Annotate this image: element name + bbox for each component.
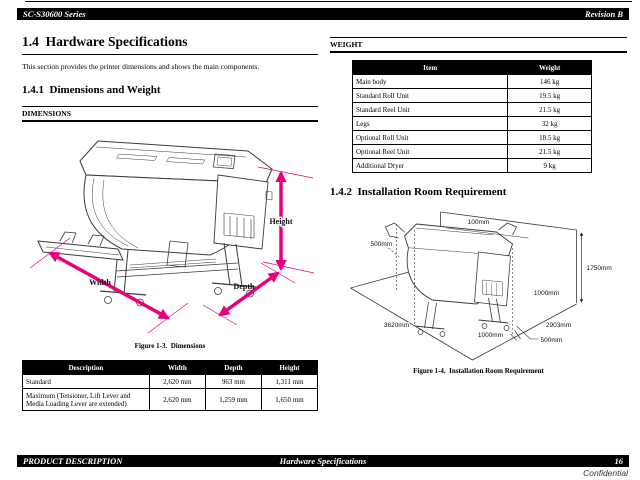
cell-description: Standard	[23, 375, 150, 389]
cell-weight: 21.5 kg	[508, 145, 592, 159]
header-cell-height: Height	[261, 361, 317, 375]
dimensions-block-header: DIMENSIONS	[22, 106, 318, 122]
table-row	[353, 75, 592, 89]
cell-item: Standard Reel Unit	[353, 103, 508, 117]
header-revision: Revision B	[584, 9, 623, 19]
left-column	[22, 34, 318, 411]
intro-paragraph: This section provides the printer dimensions and shows the main components.	[22, 62, 260, 71]
right-floor-total-label: 2903mm	[545, 322, 572, 329]
printer-line-art-small	[383, 223, 517, 337]
cell-weight: 18.5 kg	[508, 131, 592, 145]
right-column	[330, 34, 627, 375]
cell-width: 2,620 mm	[149, 389, 205, 411]
right-clearance-label: 500mm	[540, 337, 563, 344]
dimensions-table	[22, 360, 318, 411]
table-row	[353, 89, 592, 103]
weight-table-header-row	[353, 61, 592, 75]
footer-chapter: PRODUCT DESCRIPTION	[23, 456, 123, 466]
top-rule	[25, 1, 632, 2]
height-label: Height	[269, 217, 293, 226]
cell-item: Additional Dryer	[353, 159, 508, 173]
header-cell-width: Width	[149, 361, 205, 375]
table-row	[353, 145, 592, 159]
confidential-note: Confidential	[583, 468, 628, 478]
dimensions-table-header-row	[23, 361, 318, 375]
cell-weight: 9 kg	[508, 159, 592, 173]
dimensions-figure	[22, 125, 318, 350]
weight-table	[352, 60, 592, 173]
printer-dimensions-drawing	[22, 125, 318, 341]
footer-section: Hardware Specifications	[279, 456, 367, 466]
cell-item: Legs	[353, 117, 508, 131]
header-cell-depth: Depth	[205, 361, 261, 375]
figure-1-4-caption: Figure 1-4. Installation Room Requirement	[413, 367, 544, 375]
right-floor-segment-label: 1000mm	[533, 290, 560, 297]
wall-height-label: 1750mm	[586, 265, 612, 272]
width-label: Width	[89, 278, 111, 287]
table-row	[353, 103, 592, 117]
page-footer-bar	[17, 455, 629, 467]
cell-width: 2,620 mm	[149, 375, 205, 389]
table-row-maximum	[23, 389, 318, 411]
table-row	[353, 159, 592, 173]
table-row	[353, 117, 592, 131]
footer-page-number: 16	[614, 456, 623, 466]
cell-depth: 963 mm	[205, 375, 261, 389]
weight-block-header: WEIGHT	[330, 37, 627, 53]
page-header-bar	[17, 8, 629, 20]
cell-height: 1,311 mm	[261, 375, 317, 389]
cell-weight: 146 kg	[508, 75, 592, 89]
cell-item: Optional Roll Unit	[353, 131, 508, 145]
top-clearance-label: 100mm	[467, 219, 490, 226]
subsection-title-dimensions: 1.4.1 Dimensions and Weight	[22, 84, 161, 96]
header-series-title: SC-S30600 Series	[23, 9, 86, 19]
cell-weight: 21.5 kg	[508, 103, 592, 117]
installation-figure	[330, 206, 627, 375]
table-row-standard	[23, 375, 318, 389]
cell-weight: 32 kg	[508, 117, 592, 131]
cell-weight: 19.5 kg	[508, 89, 592, 103]
cell-description: Maximum (Tensioner, Lift Lever and Media Loading Lever are extended)	[23, 389, 150, 411]
figure-1-3-caption: Figure 1-3. Dimensions	[134, 342, 206, 350]
table-row	[353, 131, 592, 145]
cell-item: Standard Roll Unit	[353, 89, 508, 103]
header-cell-weight: Weight	[508, 61, 592, 75]
floor-width-label: 3620mm	[383, 322, 410, 329]
cell-height: 1,650 mm	[261, 389, 317, 411]
front-clearance-label: 1000mm	[477, 332, 504, 339]
depth-label: Depth	[233, 282, 255, 291]
cell-item: Main body	[353, 75, 508, 89]
cell-depth: 1,259 mm	[205, 389, 261, 411]
cell-item: Optional Reel Unit	[353, 145, 508, 159]
subsection-title-installation: 1.4.2 Installation Room Requirement	[330, 186, 507, 198]
left-clearance-label: 500mm	[370, 241, 393, 248]
section-title: 1.4 Hardware Specifications	[22, 34, 318, 55]
header-cell-description: Description	[23, 361, 150, 375]
installation-room-drawing	[330, 206, 627, 366]
header-cell-item: Item	[353, 61, 508, 75]
